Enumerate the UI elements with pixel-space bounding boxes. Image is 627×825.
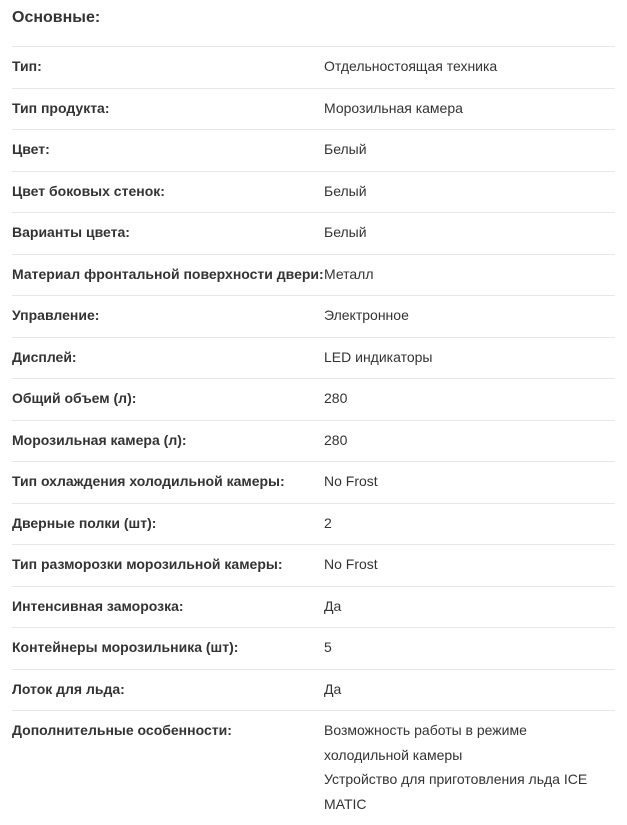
spec-label: Интенсивная заморозка: xyxy=(12,597,184,614)
spec-value xyxy=(324,179,615,204)
spec-label: Контейнеры морозильника (шт): xyxy=(12,639,239,655)
spec-value-line: Устройство для приготовления льда ICE MATIC xyxy=(324,771,588,812)
spec-label: Тип: xyxy=(12,58,42,74)
spec-value xyxy=(324,54,615,79)
spec-value-line: Металл xyxy=(324,265,374,282)
spec-value xyxy=(324,386,615,411)
spec-label: Тип охлаждения холодильной камеры: xyxy=(12,473,285,489)
spec-value-line: Белый xyxy=(324,182,367,199)
spec-value-line: Отдельностоящая техника xyxy=(324,58,498,74)
spec-table xyxy=(12,46,615,825)
spec-label: Лоток для льда: xyxy=(12,680,125,697)
spec-value xyxy=(324,428,615,453)
spec-value-line: Морозильная камера xyxy=(324,99,463,116)
spec-label: Общий объем (л): xyxy=(12,390,137,406)
spec-label: Варианты цвета: xyxy=(12,224,130,240)
spec-value-line: 2 xyxy=(324,514,332,531)
spec-value-line: Да xyxy=(324,597,342,614)
spec-label: Дополнительные особенности: xyxy=(12,722,232,738)
spec-row-freezer-containers xyxy=(12,628,615,670)
spec-label: Управление: xyxy=(12,307,100,323)
spec-row-type xyxy=(12,46,615,89)
spec-label: Материал фронтальной поверхности двери: xyxy=(12,265,324,282)
spec-row-door-shelves xyxy=(12,504,615,546)
spec-value-line: 280 xyxy=(324,390,348,406)
spec-label: Цвет: xyxy=(12,141,50,157)
spec-row-defrost-type xyxy=(12,545,615,587)
spec-value xyxy=(324,96,615,121)
spec-value-line: 5 xyxy=(324,639,332,655)
spec-value xyxy=(324,718,615,816)
spec-value xyxy=(324,262,615,287)
spec-row-display xyxy=(12,338,615,380)
spec-value xyxy=(324,594,615,619)
spec-row-freezer-volume xyxy=(12,421,615,463)
spec-row-color xyxy=(12,130,615,172)
spec-value-line: No Frost xyxy=(324,473,378,489)
spec-value xyxy=(324,552,615,577)
spec-value xyxy=(324,137,615,162)
spec-row-control xyxy=(12,296,615,338)
spec-value xyxy=(324,345,615,370)
spec-value-line: Электронное xyxy=(324,307,409,323)
spec-row-product-type xyxy=(12,89,615,131)
spec-value-line: Белый xyxy=(324,141,367,157)
spec-label: Цвет боковых стенок: xyxy=(12,182,165,199)
spec-value xyxy=(324,220,615,245)
spec-value-line: No Frost xyxy=(324,556,378,572)
spec-value xyxy=(324,677,615,702)
spec-row-total-volume xyxy=(12,379,615,421)
spec-value-line: LED индикаторы xyxy=(324,348,433,365)
spec-label: Дисплей: xyxy=(12,348,77,365)
spec-value-line: Белый xyxy=(324,224,367,240)
spec-row-extra-features xyxy=(12,711,615,825)
spec-row-door-material xyxy=(12,255,615,297)
spec-label: Тип продукта: xyxy=(12,99,110,116)
spec-row-color-options xyxy=(12,213,615,255)
spec-value-line: 280 xyxy=(324,431,348,448)
spec-row-side-color xyxy=(12,172,615,214)
spec-label: Тип разморозки морозильной камеры: xyxy=(12,556,283,572)
spec-row-cooling-type xyxy=(12,462,615,504)
spec-value-line: Да xyxy=(324,680,342,697)
spec-value-line: Возможность работы в режиме холодильной камеры xyxy=(324,722,527,763)
spec-label: Дверные полки (шт): xyxy=(12,514,157,531)
spec-value xyxy=(324,303,615,328)
section-title: Основные: xyxy=(12,9,101,26)
spec-value xyxy=(324,511,615,536)
spec-row-fast-freeze xyxy=(12,587,615,629)
spec-row-ice-tray xyxy=(12,670,615,712)
spec-value xyxy=(324,469,615,494)
spec-value xyxy=(324,635,615,660)
spec-label: Морозильная камера (л): xyxy=(12,431,187,448)
